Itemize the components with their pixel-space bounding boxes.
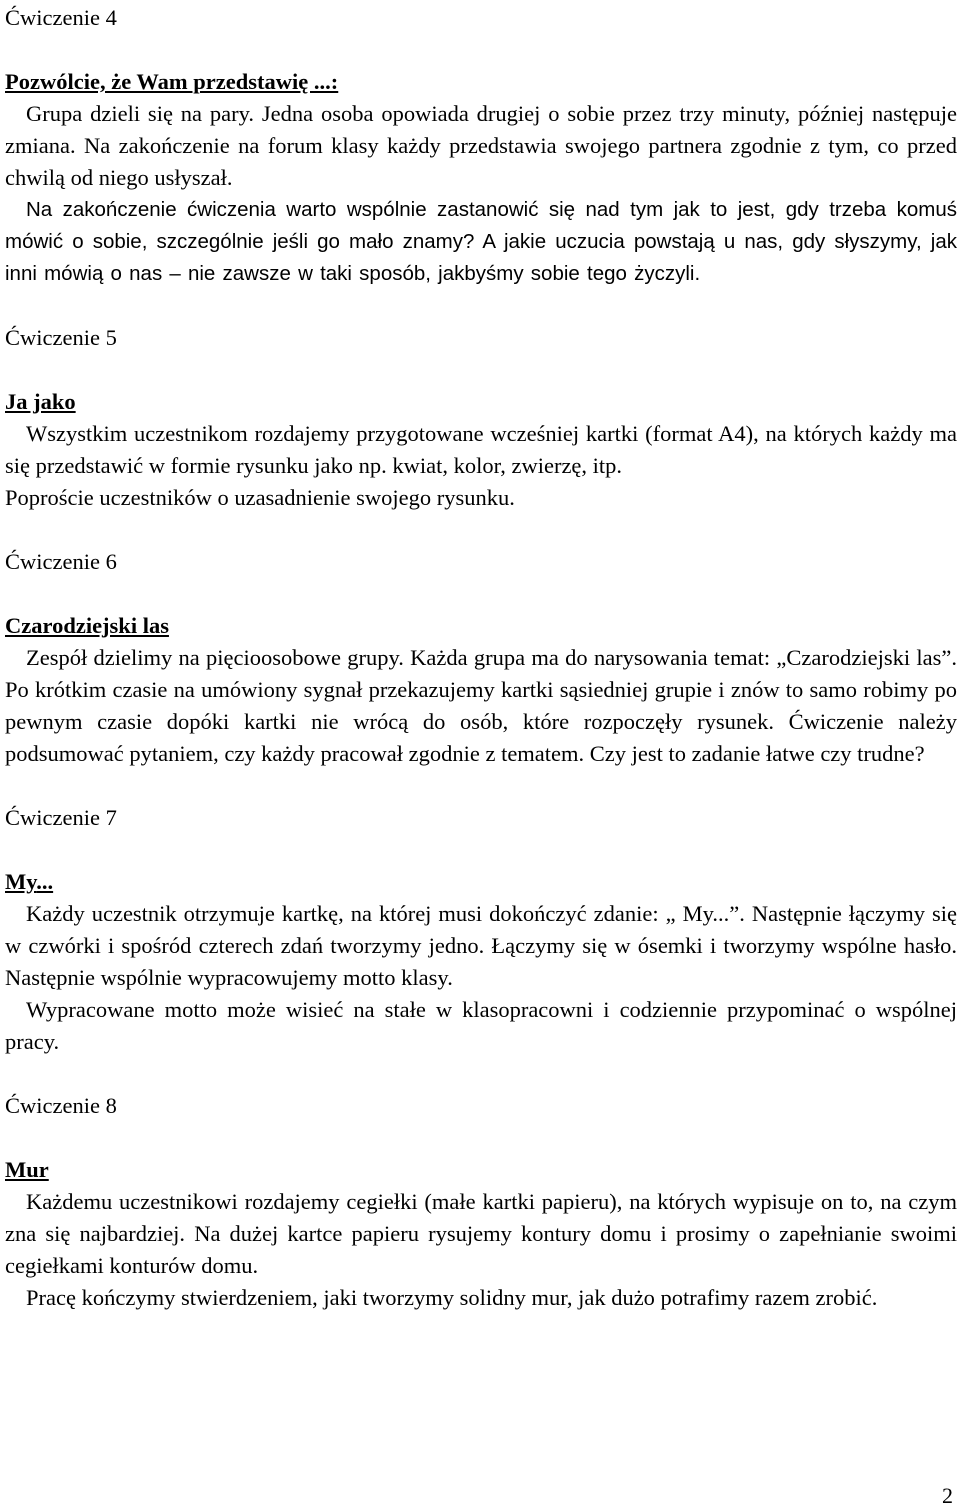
exercise-7 (5, 802, 957, 1058)
exercise-instruction: Poproście uczestników o uzasadnienie swojego rysunku. (5, 485, 515, 510)
exercise-title-text: My (5, 869, 37, 894)
exercise-4 (5, 2, 957, 290)
exercise-heading: Ćwiczenie 4 (5, 5, 117, 30)
document-page (5, 2, 957, 1314)
exercise-5 (5, 322, 957, 514)
exercise-summary: Pracę kończymy stwierdzeniem, jaki tworzymy solidny mur, jak dużo potrafimy razem zrobić. (26, 1285, 878, 1310)
exercise-heading: Ćwiczenie 5 (5, 325, 117, 350)
exercise-title: Czarodziejski las (5, 613, 169, 638)
exercise-title-ellipsis: ... (36, 869, 54, 894)
exercise-title: Ja jako (5, 389, 76, 414)
page-number: 2 (942, 1483, 953, 1508)
exercise-heading: Ćwiczenie 7 (5, 805, 117, 830)
exercise-description: Wszystkim uczestnikom rozdajemy przygotowane wcześniej kartki (format A4), na których każdy ma się przedstawić w formie rysunku jako np. kwiat, kolor, zwierzę, itp. (5, 421, 957, 478)
exercise-reflection: Na zakończenie ćwiczenia warto wspólnie zastanowić się nad tym jak to jest, gdy trzeba komuś mówić o sobie, szczególnie jeśli go mało znamy? A jakie uczucia powstają u nas, gdy słyszymy, jak inni mówią o nas – nie zawsze w taki sposób, jakbyśmy sobie tego życzyli. (5, 198, 957, 285)
exercise-description: Każdy uczestnik otrzymuje kartkę, na której musi dokończyć zdanie: „ My...”. Następnie łączymy się w czwórki i spośród czterech zdań tworzymy jedno. Łączymy się w ósemki i tworzymy wspólne hasło. Następnie wspólnie wypracowujemy motto klasy. (5, 901, 957, 990)
exercise-title (5, 866, 957, 898)
exercise-heading: Ćwiczenie 6 (5, 549, 117, 574)
exercise-description: Każdemu uczestnikowi rozdajemy cegiełki (małe kartki papieru), na których wypisuje on to, na czym zna się najbardziej. Na dużej kartce papieru rysujemy kontury domu i prosimy o zapełnianie swoimi cegiełkami konturów domu. (5, 1189, 957, 1278)
exercise-note: Wypracowane motto może wisieć na stałe w klasopracowni i codziennie przypominać o wspólnej pracy. (5, 997, 957, 1054)
exercise-description: Grupa dzieli się na pary. Jedna osoba opowiada drugiej o sobie przez trzy minuty, później następuje zmiana. Na zakończenie na forum klasy każdy przedstawia swojego partnera zgodnie z tym, co przed chwilą od niego usłyszał. (5, 101, 957, 190)
exercise-6 (5, 546, 957, 770)
exercise-8 (5, 1090, 957, 1314)
exercise-heading: Ćwiczenie 8 (5, 1093, 117, 1118)
exercise-title: Mur (5, 1157, 49, 1182)
exercise-title: Pozwólcie, że Wam przedstawię ...: (5, 69, 339, 94)
exercise-description: Zespół dzielimy na pięcioosobowe grupy. Każda grupa ma do narysowania temat: „Czarodziejski las”. Po krótkim czasie na umówiony sygnał przekazujemy kartki sąsiedniej grupie i znów to samo robimy po pewnym czasie dopóki kartki nie wrócą do osób, które rozpoczęły rysunek. Ćwiczenie należy podsumować pytaniem, czy każdy pracował zgodnie z tematem. Czy jest to zadanie łatwe czy trudne? (5, 645, 957, 766)
